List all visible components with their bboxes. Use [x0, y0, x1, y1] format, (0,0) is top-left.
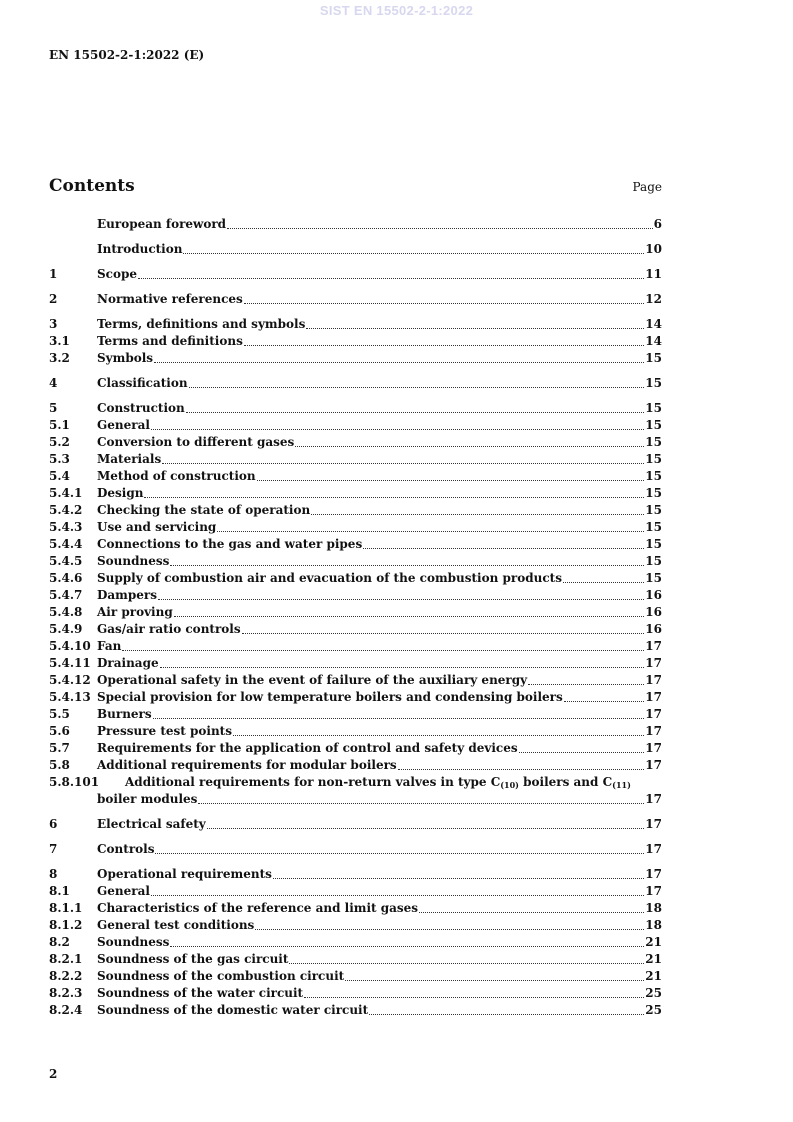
- document-id: EN 15502-2-1:2022 (E): [49, 48, 205, 62]
- toc-entry-page: 16: [645, 588, 662, 602]
- toc-entry-number: 5.4.4: [49, 537, 83, 551]
- toc-entry-number: 2: [49, 292, 58, 306]
- toc-entry-page: 17: [645, 817, 662, 831]
- toc-entry-number: 8.1.1: [49, 901, 83, 915]
- dot-leader: [162, 463, 644, 464]
- toc-entry-page: 11: [645, 267, 662, 281]
- toc-entry-number: 8.2.1: [49, 952, 83, 966]
- toc-entry[interactable]: [49, 638, 662, 655]
- toc-entry[interactable]: [49, 917, 662, 934]
- dot-leader: [189, 387, 645, 388]
- toc-entry-title-line2: boiler modules: [97, 792, 198, 806]
- toc-entry-page: 14: [645, 334, 662, 348]
- toc-entry-number: 5.8: [49, 758, 70, 772]
- toc-entry[interactable]: [49, 621, 662, 638]
- toc-entry-page: 16: [645, 605, 662, 619]
- toc-entry-page: 12: [645, 292, 662, 306]
- toc-entry-title: European foreword: [97, 217, 227, 231]
- toc-entry[interactable]: [49, 866, 662, 883]
- toc-entry-page: 15: [645, 571, 662, 585]
- toc-entry-title: Use and servicing: [97, 520, 217, 534]
- toc-entry-number: 5.4: [49, 469, 70, 483]
- toc-entry-page: 17: [645, 673, 662, 687]
- dot-leader: [363, 548, 644, 549]
- dot-leader: [227, 228, 653, 229]
- dot-leader: [311, 514, 644, 515]
- toc-entry-title: Terms and definitions: [97, 334, 243, 348]
- toc-entry[interactable]: [49, 400, 662, 417]
- toc-entry-5-8-101[interactable]: [49, 774, 662, 808]
- toc-entry-title: General test conditions: [97, 918, 255, 932]
- page-column-label: Page: [632, 180, 662, 194]
- toc-entry[interactable]: [49, 417, 662, 434]
- dot-leader: [198, 803, 644, 804]
- toc-entry-page: 17: [645, 639, 662, 653]
- dot-leader: [174, 616, 645, 617]
- dot-leader: [138, 278, 644, 279]
- toc-entry[interactable]: [49, 519, 662, 536]
- toc-entry-page: 21: [645, 969, 662, 983]
- toc-entry[interactable]: [49, 375, 662, 392]
- subscript-10: (10): [500, 780, 519, 790]
- dot-leader: [419, 912, 644, 913]
- toc-entry-title: Requirements for the application of control and safety devices: [97, 741, 518, 755]
- toc-entry-title: Dampers: [97, 588, 157, 602]
- toc-entry-title: Drainage: [97, 656, 159, 670]
- dot-leader: [160, 667, 645, 668]
- table-of-contents: [49, 216, 662, 1019]
- toc-entry-title: Scope: [97, 267, 138, 281]
- dot-leader: [233, 735, 644, 736]
- toc-entry[interactable]: [49, 723, 662, 740]
- toc-entry-title: Electrical safety: [97, 817, 206, 831]
- toc-entry-title: Connections to the gas and water pipes: [97, 537, 363, 551]
- toc-entry-page: 15: [645, 520, 662, 534]
- watermark-text: SIST EN 15502-2-1:2022: [319, 3, 474, 18]
- toc-entry[interactable]: [49, 241, 662, 258]
- toc-entry-number: 5.4.13: [49, 690, 91, 704]
- page-number: 2: [49, 1067, 58, 1081]
- toc-entry-page: 18: [645, 918, 662, 932]
- toc-entry[interactable]: [49, 536, 662, 553]
- toc-entry-page: 15: [645, 351, 662, 365]
- toc-section-before: [49, 216, 662, 774]
- dot-leader: [295, 446, 644, 447]
- toc-entry-title: Symbols: [97, 351, 154, 365]
- toc-entry-title: Operational safety in the event of failure of the auxiliary energy: [97, 673, 528, 687]
- toc-entry-title: Design: [97, 486, 144, 500]
- toc-entry-number: 5.4.11: [49, 656, 91, 670]
- dot-leader: [151, 895, 644, 896]
- dot-leader: [170, 565, 644, 566]
- toc-entry-page: 15: [645, 486, 662, 500]
- toc-entry-number: 3: [49, 317, 58, 331]
- toc-entry-page: 25: [645, 1003, 662, 1017]
- dot-leader: [369, 1014, 644, 1015]
- toc-entry[interactable]: [49, 553, 662, 570]
- toc-section-after: [49, 816, 662, 1019]
- toc-entry[interactable]: [49, 216, 662, 233]
- toc-entry-number: 5.1: [49, 418, 70, 432]
- toc-entry-title: Supply of combustion air and evacuation of the combustion products: [97, 571, 562, 585]
- toc-entry-number: 5.4.12: [49, 673, 91, 687]
- dot-leader: [564, 701, 645, 702]
- dot-leader: [244, 345, 644, 346]
- toc-entry-title: Materials: [97, 452, 162, 466]
- toc-entry[interactable]: [49, 951, 662, 968]
- dot-leader: [255, 929, 644, 930]
- toc-entry-number: 8.2.4: [49, 1003, 83, 1017]
- toc-entry-number: 8.2: [49, 935, 70, 949]
- toc-entry-number: 5.6: [49, 724, 70, 738]
- toc-entry-number: 5.4.2: [49, 503, 83, 517]
- dot-leader: [122, 650, 644, 651]
- toc-entry-number: 5.4.6: [49, 571, 83, 585]
- toc-entry-title: Terms, definitions and symbols: [97, 317, 306, 331]
- toc-entry[interactable]: [49, 655, 662, 672]
- toc-entry-title: Method of construction: [97, 469, 256, 483]
- toc-entry[interactable]: [49, 672, 662, 689]
- toc-entry[interactable]: [49, 587, 662, 604]
- toc-entry-page: 17: [645, 842, 662, 856]
- toc-entry-page: 18: [645, 901, 662, 915]
- toc-entry[interactable]: [49, 434, 662, 451]
- toc-entry-page: 15: [645, 435, 662, 449]
- toc-entry[interactable]: [49, 883, 662, 900]
- dot-leader: [304, 997, 644, 998]
- toc-entry-page: 21: [645, 935, 662, 949]
- toc-entry-number: 8.1: [49, 884, 70, 898]
- toc-entry-number: 5.4.7: [49, 588, 83, 602]
- toc-entry-page: 15: [645, 401, 662, 415]
- toc-entry-number: 5: [49, 401, 58, 415]
- toc-entry-title: Soundness: [97, 935, 170, 949]
- toc-entry-title: Controls: [97, 842, 155, 856]
- toc-entry-title: Pressure test points: [97, 724, 232, 738]
- toc-entry-page: 17: [645, 656, 662, 670]
- toc-entry[interactable]: [49, 757, 662, 774]
- toc-entry-title: General: [97, 418, 150, 432]
- toc-entry-page: 15: [645, 469, 662, 483]
- toc-entry-number: 5.2: [49, 435, 70, 449]
- toc-entry-number: 5.5: [49, 707, 70, 721]
- toc-entry[interactable]: [49, 451, 662, 468]
- toc-entry[interactable]: [49, 468, 662, 485]
- subscript-11: (11): [612, 780, 631, 790]
- toc-entry-page: 10: [645, 242, 662, 256]
- toc-entry-page: 17: [645, 792, 662, 806]
- toc-entry-title: Normative references: [97, 292, 243, 306]
- toc-entry-number: 8: [49, 867, 58, 881]
- dot-leader: [519, 752, 645, 753]
- toc-entry-number: 5.7: [49, 741, 70, 755]
- toc-entry-title: Soundness: [97, 554, 170, 568]
- toc-entry-title: Air proving: [97, 605, 173, 619]
- toc-entry-number: 5.8.101: [49, 775, 100, 789]
- dot-leader: [306, 328, 644, 329]
- toc-entry-page: 21: [645, 952, 662, 966]
- toc-entry[interactable]: [49, 350, 662, 367]
- dot-leader: [158, 599, 644, 600]
- toc-entry-number: 8.2.3: [49, 986, 83, 1000]
- toc-entry-title: General: [97, 884, 150, 898]
- dot-leader: [183, 253, 644, 254]
- toc-entry-number: 5.4.8: [49, 605, 83, 619]
- dot-leader: [273, 878, 644, 879]
- toc-entry-page: 17: [645, 867, 662, 881]
- toc-entry[interactable]: [49, 502, 662, 519]
- toc-entry-page: 25: [645, 986, 662, 1000]
- dot-leader: [528, 684, 644, 685]
- toc-entry-title: Checking the state of operation: [97, 503, 311, 517]
- toc-entry[interactable]: [49, 316, 662, 333]
- toc-entry[interactable]: [49, 689, 662, 706]
- toc-entry-title: Operational requirements: [97, 867, 272, 881]
- toc-entry-title-line1: Additional requirements for non-return valves in type $C_{(10)}$ boilers and $C_{(11)}$: [125, 775, 631, 790]
- toc-entry-number: 3.1: [49, 334, 70, 348]
- toc-entry-page: 15: [645, 418, 662, 432]
- dot-leader: [153, 718, 645, 719]
- toc-entry[interactable]: [49, 1002, 662, 1019]
- toc-entry[interactable]: [49, 485, 662, 502]
- toc-entry-number: 4: [49, 376, 58, 390]
- dot-leader: [207, 828, 645, 829]
- toc-entry-page: 17: [645, 758, 662, 772]
- toc-entry-page: 15: [645, 452, 662, 466]
- dot-leader: [345, 980, 644, 981]
- toc-entry-page: 17: [645, 884, 662, 898]
- toc-entry-number: 8.2.2: [49, 969, 83, 983]
- toc-entry-title: Special provision for low temperature boilers and condensing boilers: [97, 690, 563, 704]
- dot-leader: [186, 412, 645, 413]
- dot-leader: [144, 497, 644, 498]
- dot-leader: [170, 946, 644, 947]
- toc-entry[interactable]: [49, 706, 662, 723]
- toc-entry-title: Soundness of the water circuit: [97, 986, 304, 1000]
- dot-leader: [154, 362, 644, 363]
- toc-entry-title: Burners: [97, 707, 152, 721]
- toc-entry-title: Introduction: [97, 242, 183, 256]
- toc-entry[interactable]: [49, 570, 662, 587]
- toc-entry-title: Soundness of the gas circuit: [97, 952, 289, 966]
- toc-entry[interactable]: [49, 740, 662, 757]
- toc-entry-title: Soundness of the combustion circuit: [97, 969, 345, 983]
- toc-entry[interactable]: [49, 968, 662, 985]
- toc-entry-title: Classification: [97, 376, 188, 390]
- toc-entry-page: 15: [645, 554, 662, 568]
- toc-entry-page: 16: [645, 622, 662, 636]
- toc-entry-number: 5.3: [49, 452, 70, 466]
- toc-entry-title: Gas/air ratio controls: [97, 622, 241, 636]
- toc-entry-title: Characteristics of the reference and limit gases: [97, 901, 419, 915]
- dot-leader: [563, 582, 644, 583]
- dot-leader: [155, 853, 644, 854]
- toc-entry[interactable]: [49, 900, 662, 917]
- dot-leader: [257, 480, 645, 481]
- toc-entry-page: 17: [645, 690, 662, 704]
- toc-entry[interactable]: [49, 291, 662, 308]
- toc-entry-number: 1: [49, 267, 58, 281]
- toc-entry-number: 5.4.5: [49, 554, 83, 568]
- toc-entry-title: Conversion to different gases: [97, 435, 295, 449]
- page-title: Contents: [49, 176, 135, 196]
- toc-entry[interactable]: [49, 841, 662, 858]
- toc-entry-title: Additional requirements for modular boilers: [97, 758, 397, 772]
- toc-entry[interactable]: [49, 985, 662, 1002]
- toc-entry-page: 17: [645, 724, 662, 738]
- toc-entry-page: 17: [645, 741, 662, 755]
- dot-leader: [217, 531, 644, 532]
- toc-entry-number: 7: [49, 842, 58, 856]
- dot-leader: [289, 963, 644, 964]
- toc-entry-page: 15: [645, 537, 662, 551]
- toc-entry-page: 15: [645, 503, 662, 517]
- toc-entry[interactable]: [49, 816, 662, 833]
- toc-entry[interactable]: [49, 333, 662, 350]
- toc-entry-title: Soundness of the domestic water circuit: [97, 1003, 369, 1017]
- toc-entry[interactable]: [49, 934, 662, 951]
- toc-entry-number: 3.2: [49, 351, 70, 365]
- toc-entry-number: 5.4.9: [49, 622, 83, 636]
- toc-entry-page: 6: [653, 217, 662, 231]
- toc-entry-title: Fan: [97, 639, 122, 653]
- dot-leader: [244, 303, 645, 304]
- toc-entry-title: Construction: [97, 401, 185, 415]
- dot-leader: [242, 633, 645, 634]
- toc-entry-number: 8.1.2: [49, 918, 83, 932]
- toc-entry-number: 5.4.10: [49, 639, 91, 653]
- toc-entry-number: 5.4.3: [49, 520, 83, 534]
- toc-entry-page: 15: [645, 376, 662, 390]
- toc-entry-page: 17: [645, 707, 662, 721]
- toc-entry-page: 14: [645, 317, 662, 331]
- toc-entry-number: 5.4.1: [49, 486, 83, 500]
- toc-entry[interactable]: [49, 266, 662, 283]
- toc-entry-number: 6: [49, 817, 58, 831]
- dot-leader: [398, 769, 645, 770]
- dot-leader: [151, 429, 644, 430]
- toc-entry[interactable]: [49, 604, 662, 621]
